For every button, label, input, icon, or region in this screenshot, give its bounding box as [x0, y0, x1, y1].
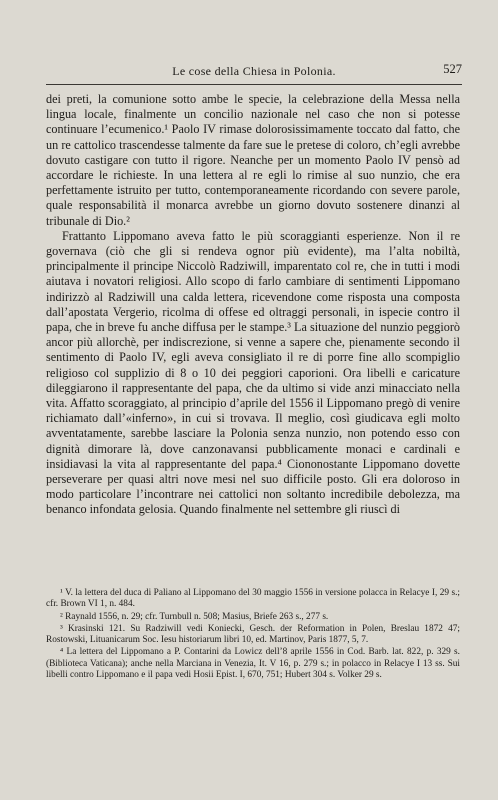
footnotes	[46, 588, 460, 682]
footnote: ³ Krasinski 121. Su Radziwill vedi Koniecki, Gesch. der Reformation in Polen, Breslau 1872 47; Rostowski, Lituanicarum Soc. Iesu historiarum libri 10, ed. Martinov, Paris 1877, 5, 7.	[46, 623, 460, 646]
running-title: Le cose della Chiesa in Polonia.	[172, 64, 336, 78]
body-text	[46, 92, 460, 518]
page-number: 527	[443, 62, 462, 76]
paragraph: dei preti, la comunione sotto ambe le specie, la celebrazione della Messa nella lingua locale, finalmente un concilio nazionale nel caso che non si potesse continuare l’ecumenico.¹ Paolo IV rimase dolorosissimamente toccato dal fatto, che un re cattolico trascendesse talmente da fare sue le pretese di coloro, ch’egli avrebbe dovuto castigare con tutto il rigore. Neanche per un momento Paolo IV pensò ad accordare le richieste. In una lettera al re egli lo rimise al suo nunzio, che era perfettamente istruito per tutto, contemporaneamente ricordando con severe parole, quale responsabilità il monarca avrebbe un giorno dovuto sostenere dinanzi al tribunale di Dio.²	[46, 92, 460, 228]
paragraph: Frattanto Lippomano aveva fatto le più scoraggianti esperienze. Non il re governava (ciò che gli si rendeva ognor più evidente), ma l’alta nobiltà, principalmente il principe Niccolò Radziwill, imparentato col re, che in tutti i modi aiutava i novatori religiosi. Allo scopo di farlo cambiare di sentimenti Lippomano indirizzò al Radziwill una calda lettera, ricevendone come risposta una composta dall’apostata Vergerio, ricolma di offese ed oltraggi personali, in ispecie contro il papa, che in breve fu anche diffusa per le stampe.³ La situazione del nunzio peggiorò ancor più allorchè, per indiscrezione, si venne a sapere che, pienamente secondo il sentimento di Paolo IV, egli aveva consigliato il re di porre fine allo scompiglio religioso col supplizio di 8 o 10 dei peggiori caporioni. Ora libelli e caricature dileggiarono il rappresentante del papa, che da ultimo si vide anzi minacciato nella vita. Affatto scoraggiato, al principio d’aprile del 1556 il Lippomano pregò di venire richiamato dall’«inferno», in cui si trovava. Il meglio, così giudicava egli molto avventatamente, sarebbe lasciare la Polonia senza nunzio, non potendo esso con dignità dimorare là, dove canzonavansi pubblicamente monaci e cardinali e insidiavasi la vita al rappresentante del papa.⁴ Ciononostante Lippomano dovette perseverare per quasi altri nove mesi nel suo difficile posto. Gli era doloroso in modo particolare l’incontrare nei cattolici non soltanto incredibile debolezza, ma benanco infondata gelosia. Quando finalmente nel settembre gli riuscì di	[46, 228, 460, 517]
page-header	[46, 62, 462, 82]
header-rule	[46, 84, 462, 85]
footnote: ¹ V. la lettera del duca di Paliano al Lippomano del 30 maggio 1556 in versione polacca in Relacye I, 29 s.; cfr. Brown VI 1, n. 484.	[46, 588, 460, 610]
footnote: ⁴ La lettera del Lippomano a P. Contarini da Lowicz dell’8 aprile 1556 in Cod. Barb. lat. 822, p. 329 s. (Biblioteca Vaticana); anche nella Marciana in Venezia, It. V 16, p. 279 s.; in polacco in Relacye I 13 ss. Sui libelli contro Lippomano e il papa vedi Hosii Epist. I, 670, 751; Hubert 304 s. Volker 29 s.	[46, 647, 460, 681]
footnote: ² Raynald 1556, n. 29; cfr. Turnbull n. 508; Masius, Briefe 263 s., 277 s.	[60, 611, 329, 622]
